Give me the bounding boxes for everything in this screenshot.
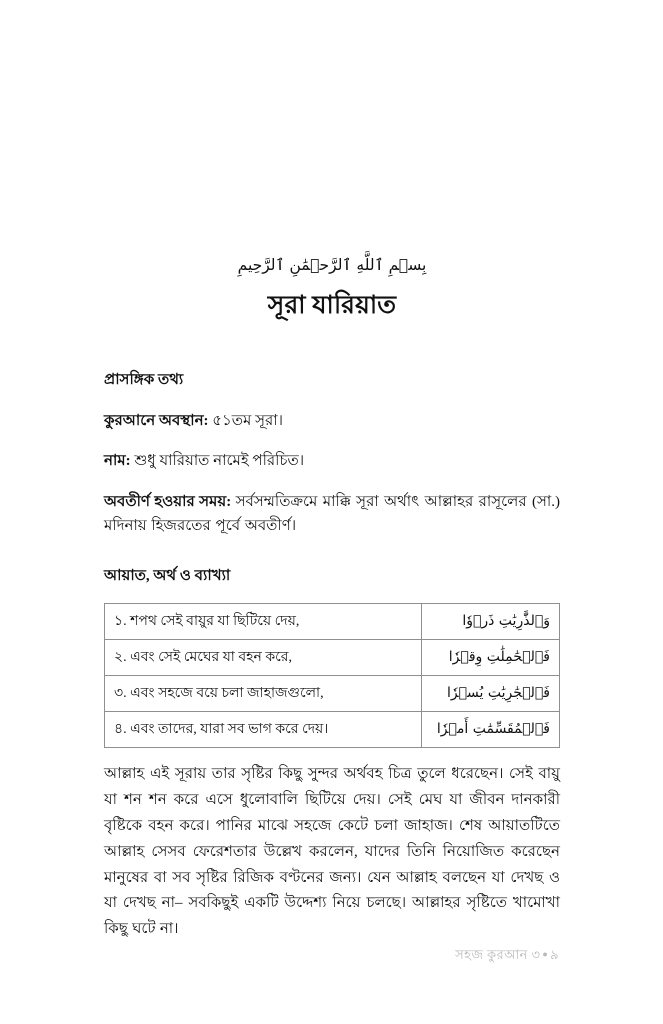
info-line-position	[104, 409, 560, 433]
info-label-revelation: অবতীর্ণ হওয়ার সময়:	[104, 493, 232, 510]
info-value-revelation: সর্বসম্মতিক্রমে মাক্কি সূরা অর্থাৎ আল্লাহর রাসূলের (সা.) মদিনায় হিজরতের পূর্বে অবতীর্ণ।	[104, 493, 560, 535]
info-value-name: শুধু যারিয়াত নামেই পরিচিত।	[134, 453, 305, 470]
page-content-column	[104, 0, 560, 943]
verse-translation-cell: ৩. এবং সহজে বয়ে চলা জাহাজগুলো,	[105, 676, 422, 712]
page-footer	[0, 946, 559, 967]
info-label-position: কুরআনে অবস্থান:	[104, 413, 209, 430]
commentary-paragraph: আল্লাহ এই সূরায় তার সৃষ্টির কিছু সুন্দর অর্থবহ চিত্র তুলে ধরেছেন। সেই বায়ু যা শন শন করে এসে ধুলোবালি ছিটিয়ে দেয়। সেই মেঘ যা জীবন দানকারী বৃষ্টিকে বহন করে। পানির মাঝে সহজে কেটে চলা জাহাজ। শেষ আয়াতটিতে আল্লাহ সেসব ফেরেশতার উল্লেখ করলেন, যাদের তিনি নিয়োজিত করেছেন মানুষের বা সব সৃষ্টির রিজিক বণ্টনের জন্য। যেন আল্লাহ বলছেন যা দেখছ ও যা দেখছ না– সবকিছুই একটি উদ্দেশ্য নিয়ে চলছে। আল্লাহর সৃষ্টিতে খামোখা কিছু ঘটে না।	[104, 766, 560, 938]
verse-arabic-cell: فَٱلۡمُقَسِّمَٰتِ أَمۡرٗا	[422, 712, 560, 748]
info-label-name: নাম:	[104, 453, 131, 470]
info-value-position: ৫১তম সূরা।	[212, 413, 283, 430]
verse-table	[104, 603, 560, 748]
verse-arabic-cell: وَٱلذَّٰرِيَٰتِ ذَرۡوٗا	[422, 604, 560, 640]
table-row	[105, 676, 560, 712]
verse-arabic-cell: فَٱلۡجَٰرِيَٰتِ يُسۡرٗا	[422, 676, 560, 712]
footer-separator-dot: ●	[542, 949, 549, 959]
section-heading-context: প্রাসঙ্গিক তথ্য	[104, 372, 184, 389]
verse-arabic-cell: فَٱلۡحَٰمِلَٰتِ وِقۡرٗا	[422, 640, 560, 676]
table-row	[105, 640, 560, 676]
footer-page-number: ৯	[550, 947, 559, 962]
table-row	[105, 604, 560, 640]
info-line-revelation	[104, 490, 560, 539]
info-line-name	[104, 449, 560, 473]
surah-title: সূরা যারিয়াত	[267, 292, 397, 320]
table-row	[105, 712, 560, 748]
footer-book-title: সহজ কুরআন ৩	[455, 947, 541, 962]
verse-translation-cell: ১. শপথ সেই বায়ুর যা ছিটিয়ে দেয়,	[105, 604, 422, 640]
section-heading-verses: আয়াত, অর্থ ও ব্যাখ্যা	[104, 568, 231, 585]
bismillah-arabic: بِسۡمِ ٱللَّهِ ٱلرَّحۡمَٰنِ ٱلرَّحِيمِ	[237, 256, 427, 274]
verse-translation-cell: ২. এবং সেই মেঘের যা বহন করে,	[105, 640, 422, 676]
verse-translation-cell: ৪. এবং তাদের, যারা সব ভাগ করে দেয়।	[105, 712, 422, 748]
